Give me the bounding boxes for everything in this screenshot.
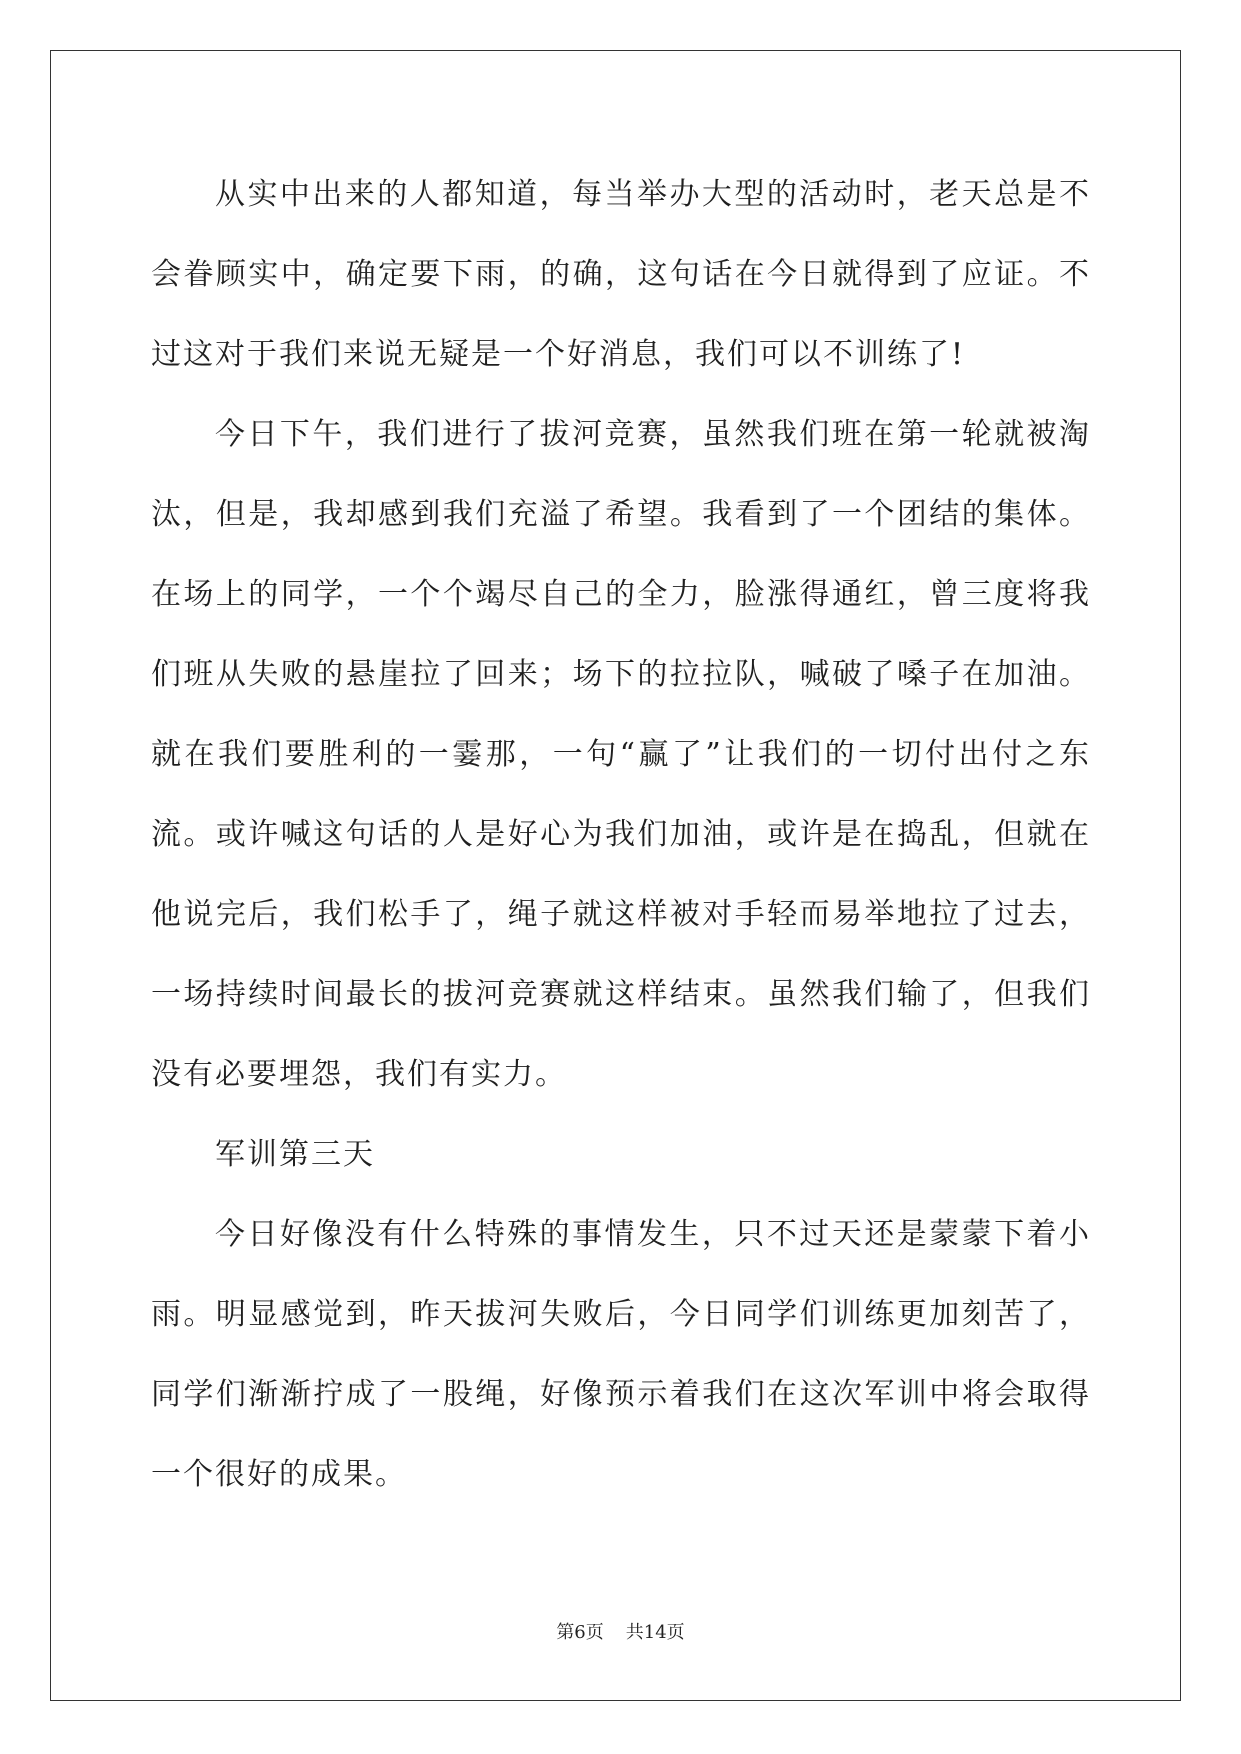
page-number: 第6页 [556,1622,604,1643]
page-total: 共14页 [625,1622,685,1643]
section-heading: 军训第三天 [215,1137,375,1172]
paragraph: 今日好像没有什么特殊的事情发生，只不过天还是蒙蒙下着小雨。明显感觉到，昨天拔河失败后，今日同学们训练更加刻苦了，同学们渐渐拧成了一股绳，好像预示着我们在这次军训中将会取得一个很好的成果。 [151,1217,1091,1492]
document-body [151,155,1091,1515]
paragraph: 从实中出来的人都知道，每当举办大型的活动时，老天总是不会眷顾实中，确定要下雨，的确，这句话在今日就得到了应证。不过这对于我们来说无疑是一个好消息，我们可以不训练了! [151,177,1091,372]
paragraph: 今日下午，我们进行了拔河竞赛，虽然我们班在第一轮就被淘汰，但是，我却感到我们充溢了希望。我看到了一个团结的集体。在场上的同学，一个个竭尽自己的全力，脸涨得通红，曾三度将我们班从失败的悬崖拉了回来；场下的拉拉队，喊破了嗓子在加油。就在我们要胜利的一霎那，一句“赢了”让我们的一切付出付之东流。或许喊这句话的人是好心为我们加油，或许是在捣乱，但就在他说完后，我们松手了，绳子就这样被对手轻而易举地拉了过去，一场持续时间最长的拔河竞赛就这样结束。虽然我们输了，但我们没有必要埋怨，我们有实力。 [151,417,1091,1092]
page-footer [0,1618,1241,1644]
